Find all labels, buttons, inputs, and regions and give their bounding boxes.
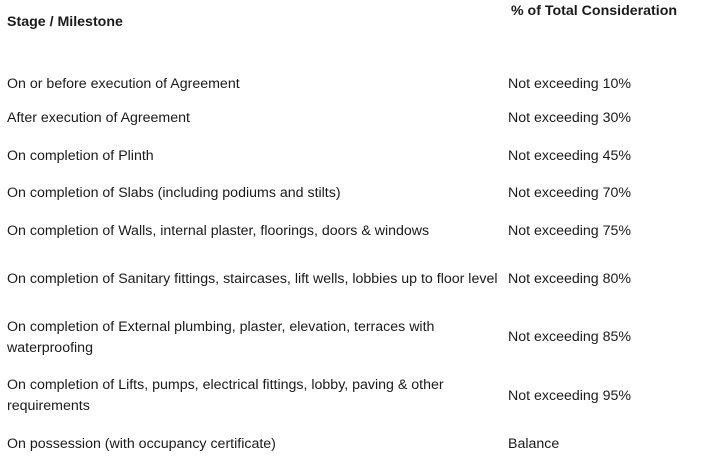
table-row — [0, 175, 720, 213]
table-row — [0, 138, 720, 176]
percent-cell: Not exceeding 30% — [508, 110, 632, 127]
table-row — [0, 367, 720, 426]
table-row — [0, 309, 720, 368]
percent-cell: Not exceeding 95% — [508, 387, 632, 404]
table-row — [0, 426, 720, 464]
stage-cell: On completion of Walls, internal plaster, floorings, doors & windows — [7, 222, 430, 239]
percent-cell: Not exceeding 10% — [508, 76, 632, 92]
stage-cell: On possession (with occupancy certificate) — [7, 435, 276, 452]
percent-cell: Balance — [508, 435, 560, 452]
percent-cell: Not exceeding 45% — [508, 147, 632, 164]
stage-cell: On completion of Slabs (including podiums and stilts) — [7, 185, 341, 202]
header-stage-milestone: Stage / Milestone — [7, 14, 123, 30]
stage-cell: On or before execution of Agreement — [7, 76, 240, 92]
percent-cell: Not exceeding 85% — [508, 329, 632, 346]
table-row — [0, 45, 720, 100]
stage-cell: After execution of Agreement — [7, 110, 190, 127]
table-header-row — [0, 0, 720, 45]
stage-cell: On completion of Plinth — [7, 147, 154, 164]
table-row — [0, 213, 720, 251]
table-row — [0, 250, 720, 309]
stage-cell: On completion of External plumbing, plaster, elevation, terraces with waterproofing — [7, 318, 435, 356]
table-row — [0, 100, 720, 138]
stage-cell: On completion of Lifts, pumps, electrical fittings, lobby, paving & other requirements — [7, 377, 444, 415]
stage-cell: On completion of Sanitary fittings, staircases, lift wells, lobbies up to floor level — [7, 270, 498, 287]
header-percent-of-total: % of Total Consideration — [511, 3, 678, 19]
percent-cell: Not exceeding 80% — [508, 270, 632, 287]
percent-cell: Not exceeding 70% — [508, 185, 632, 202]
percent-cell: Not exceeding 75% — [508, 222, 632, 239]
